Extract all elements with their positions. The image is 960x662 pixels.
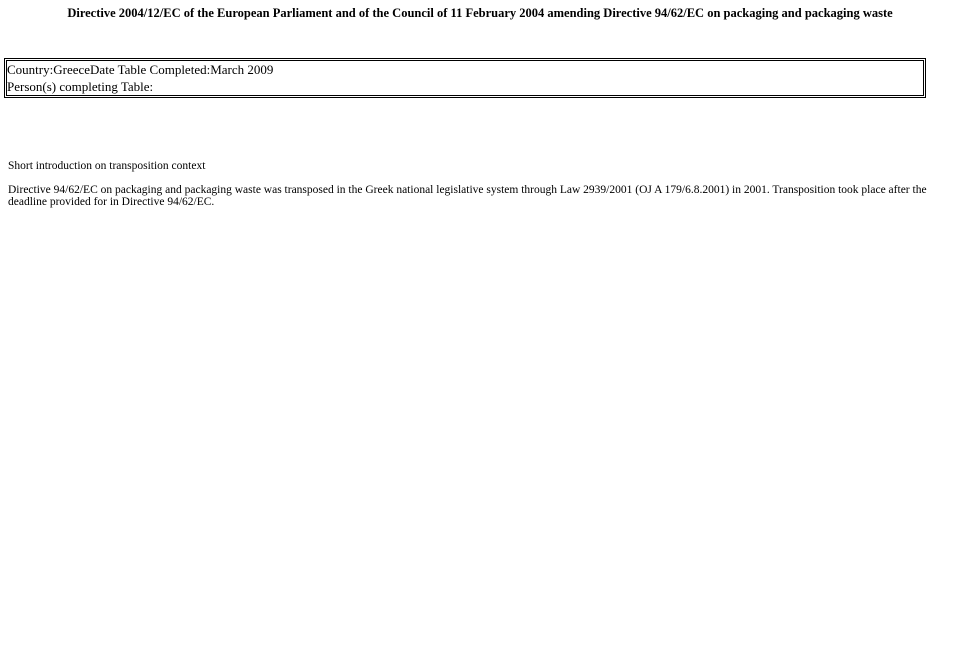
country-value: Greece — [53, 61, 91, 77]
country-table — [4, 58, 926, 98]
intro-section — [8, 160, 952, 219]
date-label: Date Table Completed: — [90, 61, 211, 77]
country-row — [7, 61, 923, 78]
person-row — [7, 78, 923, 95]
date-value: March 2009 — [210, 61, 274, 77]
intro-paragraph: Directive 94/62/EC on packaging and packaging waste was transposed in the Greek national legislative system through Law 2939/2001 (OJ A 179/6.8.2001) in 2001. Transposition took place after the deadline provided for in Directive 94/62/EC. — [8, 183, 927, 208]
intro-heading: Short introduction on transposition context — [8, 160, 206, 172]
person-label: Person(s) completing Table: — [7, 78, 154, 94]
document-header: Directive 2004/12/EC of the European Parliament and of the Council of 11 February 2004 amending Directive 94/62/EC on packaging and packaging waste — [67, 6, 893, 20]
country-label: Country: — [7, 61, 54, 77]
